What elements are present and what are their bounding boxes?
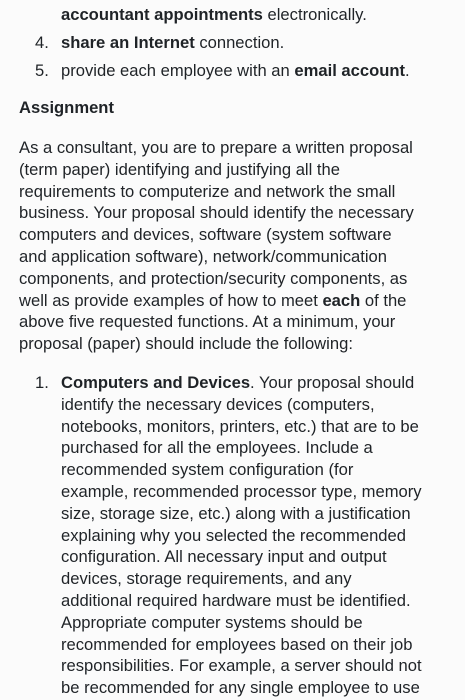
line-text: well as provide examples of how to meet [19,290,323,310]
paragraph-line [19,290,459,312]
paragraph-line: components, and protection/security components, as [19,268,408,288]
bold-text: share an Internet [61,32,195,52]
item-line: responsibilities. For example, a server should not [61,656,422,676]
paragraph-line: business. Your proposal should identify the necessary [19,203,414,223]
paragraph-line: As a consultant, you are to prepare a written proposal [19,138,413,157]
bold-text: email account [294,60,406,80]
item-number: 1. [35,373,49,392]
item-number: 4. [35,32,49,52]
requirements-list [0,372,465,699]
item-text: . [405,60,410,80]
list-item-continuation [0,4,465,26]
bold-text: Computers and Devices [61,373,251,392]
item-text: connection. [194,32,285,52]
list-item-4 [0,32,465,54]
assignment-heading: Assignment [19,98,114,117]
line-text: . Your proposal should [250,373,415,392]
item-line: be recommended for any single employee to use [61,678,420,698]
list-item-5 [0,60,465,82]
item-line: size, storage size, etc.) along with a justification [61,503,411,523]
item-text: provide each employee with an [61,60,295,80]
item-text: electronically. [262,5,367,24]
bold-text: each [322,290,361,310]
item-number: 5. [35,60,49,80]
paragraph-line: requirements to computerize and network the small [19,181,396,201]
item-line: purchased for all the employees. Include a [61,438,373,458]
item-line: configuration. All necessary input and output [61,547,387,567]
item-line: identify the necessary devices (computers, [61,394,375,414]
item-line: recommended for employees based on their job [61,634,413,654]
bold-text: accountant appointments [61,5,263,24]
paragraph-line: computers and devices, software (system software [19,225,392,245]
paragraph-line: (term paper) identifying and justifying all the [19,159,340,179]
paragraph-line: proposal (paper) should include the following: [19,334,353,354]
item-line: example, recommended processor type, memory [61,481,422,501]
item-line: Appropriate computer systems should be [61,612,363,632]
item-line: explaining why you selected the recommended [61,525,406,545]
functions-list [0,4,465,87]
item-line: devices, storage requirements, and any [61,569,352,589]
item-line: recommended system configuration (for [61,460,354,480]
line-text: of the [360,290,407,310]
paragraph-line: and application software), network/communication [19,246,388,266]
item-line [61,372,465,394]
item-line: notebooks, monitors, printers, etc.) that are to be [61,416,419,436]
item-line: additional required hardware must be identified. [61,590,411,610]
paragraph-line: above five requested functions. At a minimum, your [19,312,396,332]
assignment-paragraph [19,137,459,355]
requirement-item-1 [0,372,465,699]
